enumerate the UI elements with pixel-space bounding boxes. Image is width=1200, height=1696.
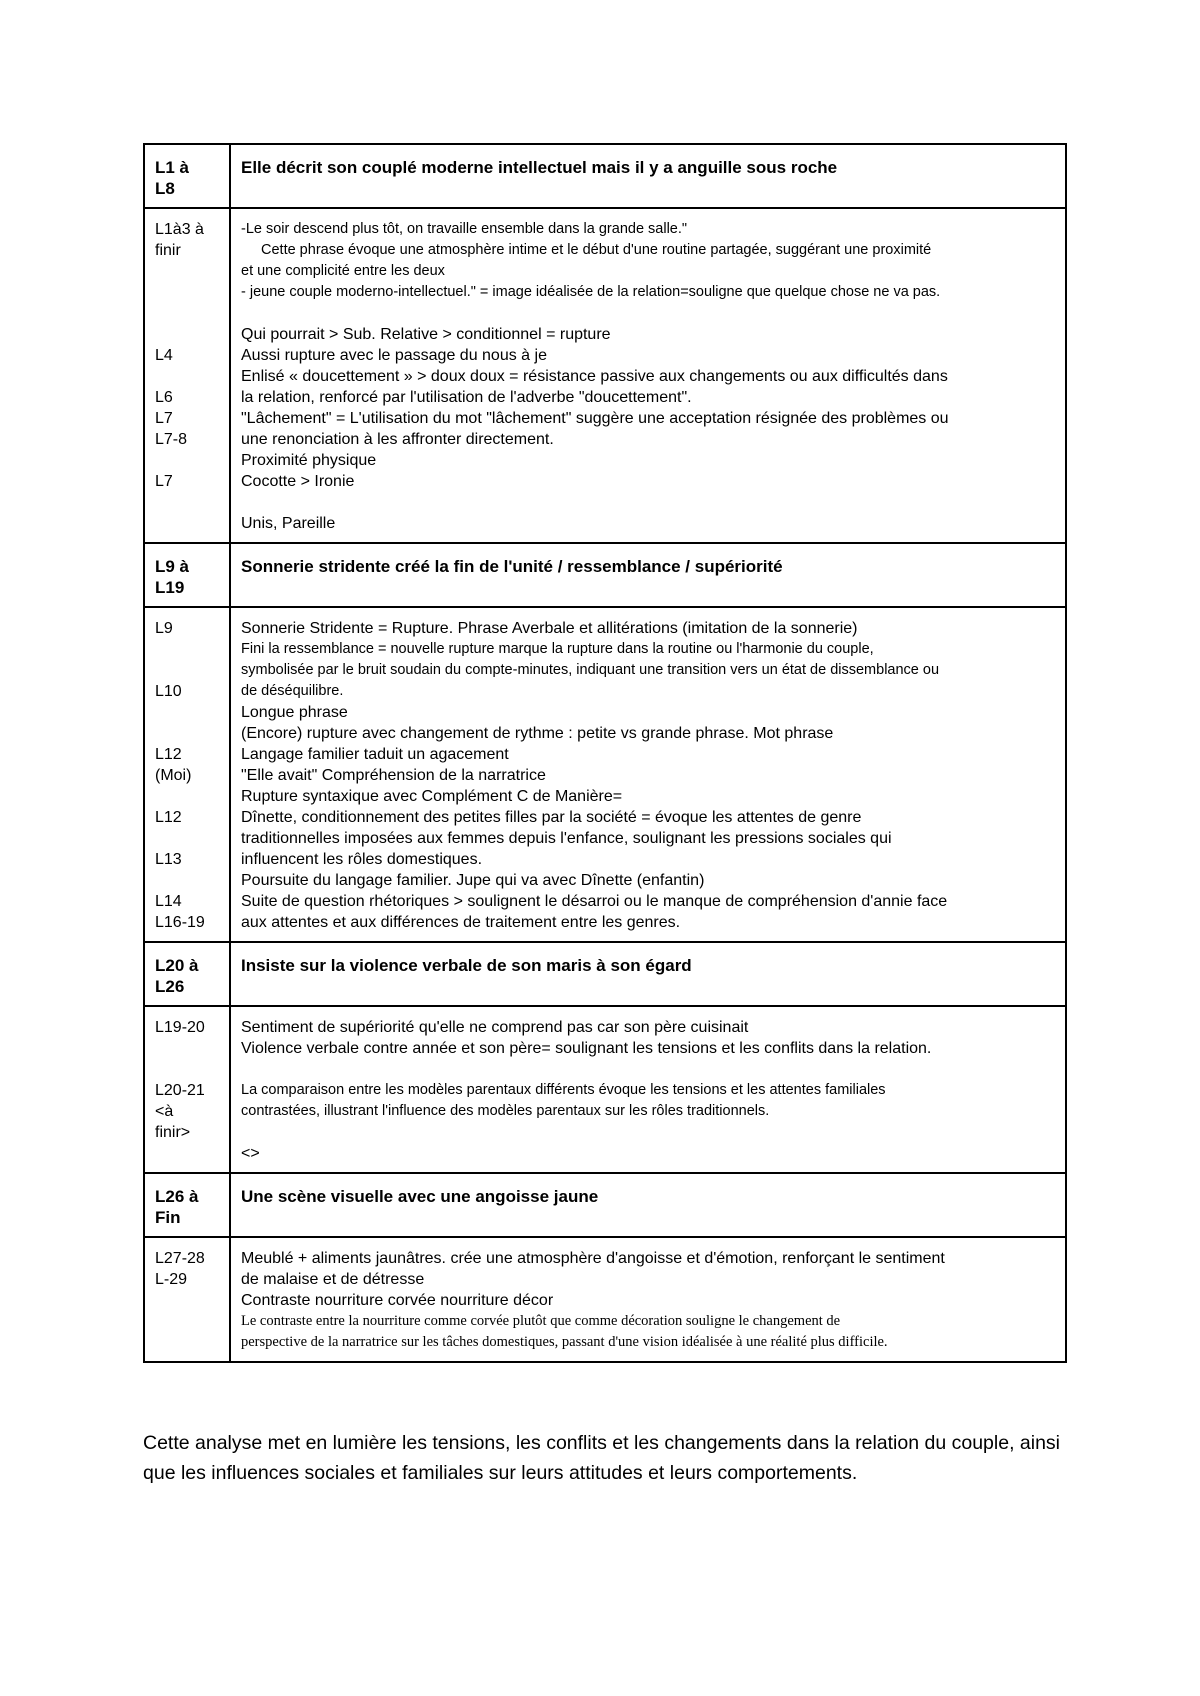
section-body-row <box>144 208 1066 543</box>
section-header-row <box>144 942 1066 1006</box>
line-refs-column: L19-20 L20-21 <à finir> <box>144 1006 230 1173</box>
section-body-row <box>144 1006 1066 1173</box>
analysis-notes: Meublé + aliments jaunâtres. crée une atmosphère d'angoisse et d'émotion, renforçant le sentiment de malaise et de détresse Contraste nourriture corvée nourriture décor Le contraste entre la nourriture comme corvée plutôt que comme décoration souligne le changement de perspective de la narratrice sur les tâches domestiques, passant d'une vision idéalisée à une réalité plus difficile. <box>230 1237 1066 1362</box>
section-body-row <box>144 1237 1066 1362</box>
analysis-notes: Sonnerie Stridente = Rupture. Phrase Averbale et allitérations (imitation de la sonnerie) Fini la ressemblance = nouvelle rupture marque la rupture dans la routine ou l'harmonie du couple, symbolisée par le bruit soudain du compte-minutes, indiquant une transition vers un état de dissemblance ou de déséquilibre. Longue phrase (Encore) rupture avec changement de rythme : petite vs grande phrase. Mot phrase Langage familier taduit un agacement "Elle avait" Compréhension de la narratrice Rupture syntaxique avec Complément C de Manière= Dînette, conditionnement des petites filles par la société = évoque les attentes de genre traditionnelles imposées aux femmes depuis l'enfance, soulignant les pressions sociales qui influencent les rôles domestiques. Poursuite du langage familier. Jupe qui va avec Dînette (enfantin) Suite de question rhétoriques > soulignent le désarroi ou le manque de compréhension d'annie face aux attentes et aux différences de traitement entre les genres. <box>230 607 1066 942</box>
conclusion-paragraph: Cette analyse met en lumière les tensions, les conflits et les changements dans la relation du couple, ainsi que les influences sociales et familiales sur leurs attitudes et leurs comportements. <box>143 1431 1061 1484</box>
section-line-ref: L26 à Fin <box>144 1173 230 1237</box>
section-header-row <box>144 543 1066 607</box>
analysis-notes: Sentiment de supériorité qu'elle ne comprend pas car son père cuisinait Violence verbale contre année et son père= soulignant les tensions et les conflits dans la relation. La comparaison entre les modèles parentaux différents évoque les tensions et les attentes familiales contrastées, illustrant l'influence des modèles parentaux sur les rôles traditionnels. <> <box>230 1006 1066 1173</box>
section-title: Elle décrit son couplé moderne intellectuel mais il y a anguille sous roche <box>230 144 1066 208</box>
analysis-notes: -Le soir descend plus tôt, on travaille ensemble dans la grande salle." Cette phrase évoque une atmosphère intime et le début d'une routine partagée, suggérant une proximité et une complicité entre les deux - jeune couple moderno-intellectuel." = image idéalisée de la relation=souligne que quelque chose ne va pas. Qui pourrait > Sub. Relative > conditionnel = rupture Aussi rupture avec le passage du nous à je Enlisé « doucettement » > doux doux = résistance passive aux changements ou aux difficultés dans la relation, renforcé par l'utilisation de l'adverbe "doucettement". "Lâchement" = L'utilisation du mot "lâchement" suggère une acceptation résignée des problèmes ou une renonciation à les affronter directement. Proximité physique Cocotte > Ironie Unis, Pareille <box>230 208 1066 543</box>
section-line-ref: L20 à L26 <box>144 942 230 1006</box>
section-title: Sonnerie stridente créé la fin de l'unité / ressemblance / supériorité <box>230 543 1066 607</box>
line-refs-column: L9 L10 L12 (Moi) L12 L13 L14 L16-19 <box>144 607 230 942</box>
line-refs-column: L1à3 à finir L4 L6 L7 L7-8 L7 <box>144 208 230 543</box>
section-line-ref: L9 à L19 <box>144 543 230 607</box>
section-body-row <box>144 607 1066 942</box>
section-title: Une scène visuelle avec une angoisse jaune <box>230 1173 1066 1237</box>
analysis-table <box>143 143 1067 1363</box>
section-header-row <box>144 1173 1066 1237</box>
section-title: Insiste sur la violence verbale de son maris à son égard <box>230 942 1066 1006</box>
line-refs-column: L27-28 L-29 <box>144 1237 230 1362</box>
section-header-row <box>144 144 1066 208</box>
section-line-ref: L1 à L8 <box>144 144 230 208</box>
